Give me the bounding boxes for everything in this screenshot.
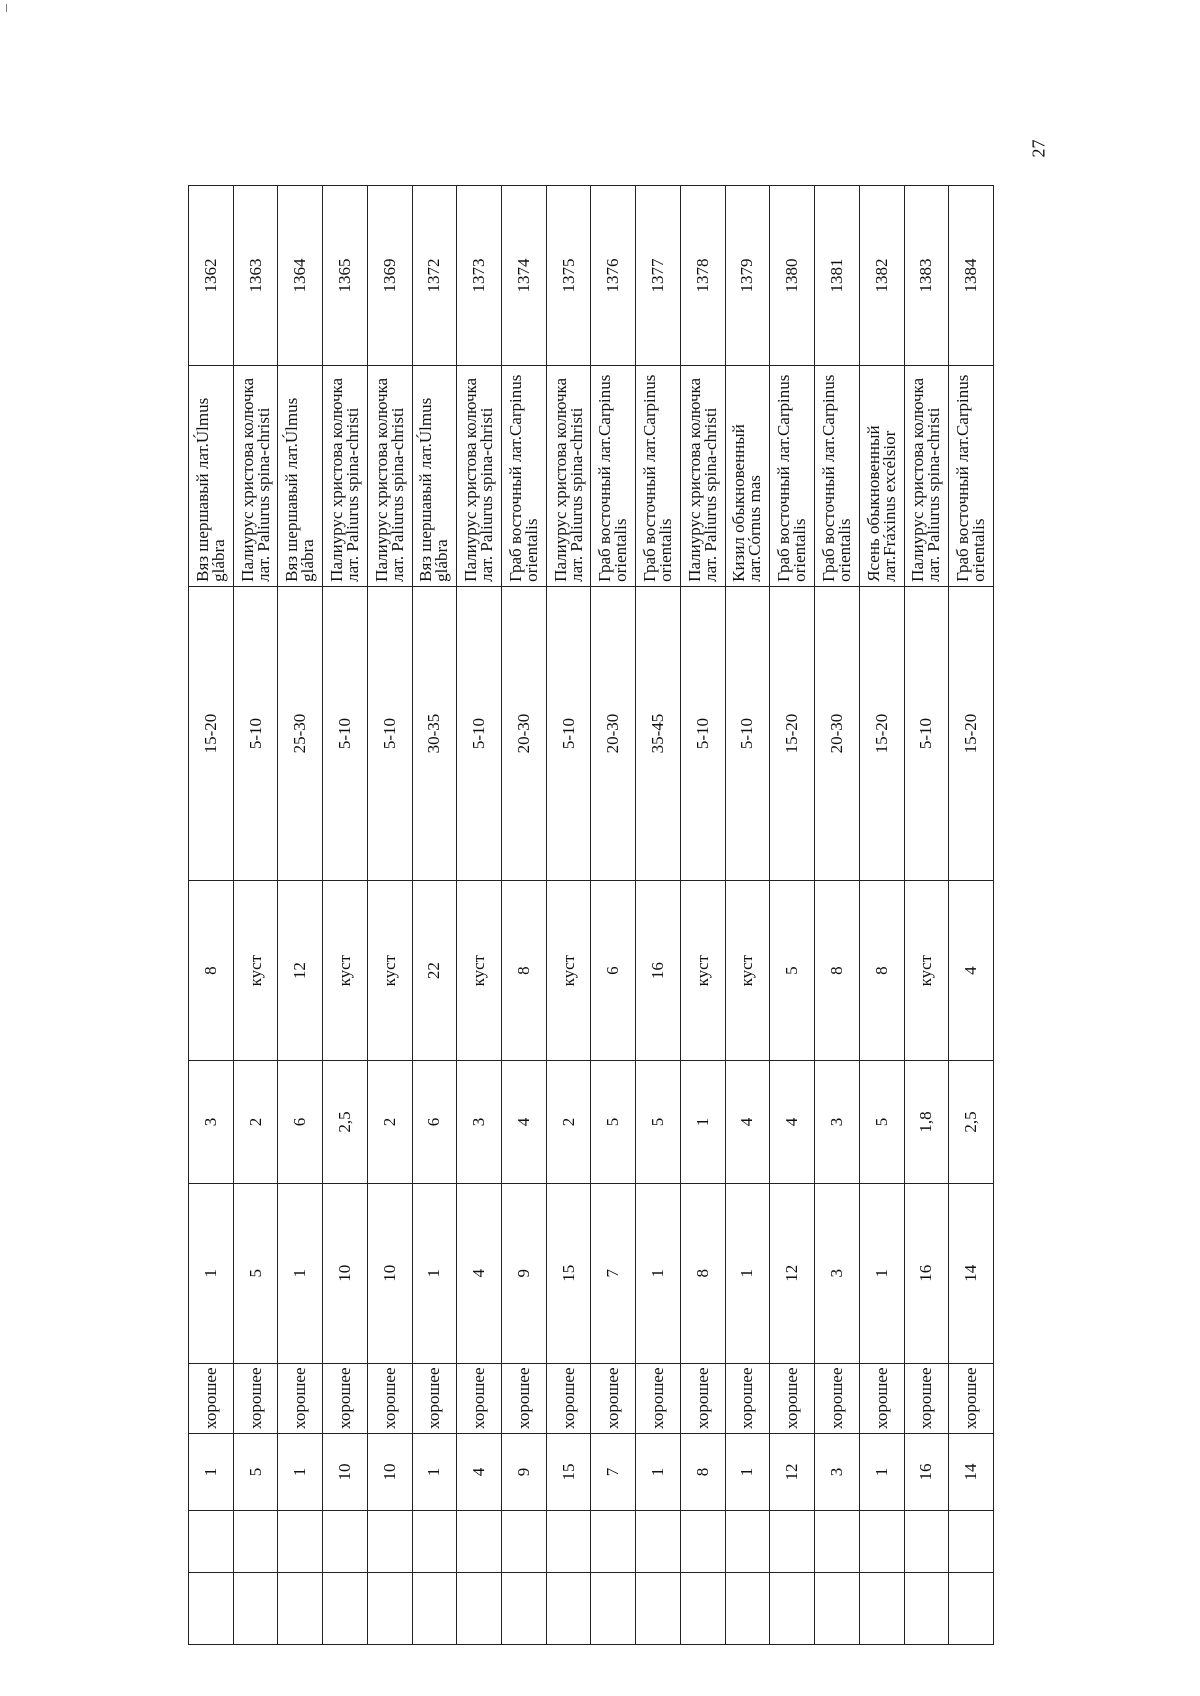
species-cell: Палиурус христова колючка лат. Paliurus spina-christi <box>680 366 725 587</box>
extra-cell-1 <box>233 1510 278 1572</box>
count-cell: 3 <box>815 1434 860 1511</box>
height-cell: куст <box>323 881 368 1061</box>
height-cell: куст <box>367 881 412 1061</box>
age-cell: 5-10 <box>457 586 502 880</box>
table-row <box>636 186 681 1645</box>
count-cell: 1 <box>278 1434 323 1511</box>
diameter-cell: 1,8 <box>904 1061 949 1184</box>
height-cell: куст <box>725 881 770 1061</box>
age-cell: 5-10 <box>546 586 591 880</box>
age-cell: 5-10 <box>323 586 368 880</box>
age-cell: 25-30 <box>278 586 323 880</box>
tree-number-cell: 1375 <box>546 186 591 366</box>
quantity-cell: 1 <box>278 1183 323 1363</box>
species-cell: Вяз шершавый лат.Úlmus glábra <box>189 366 234 587</box>
condition-cell: хорошее <box>904 1363 949 1433</box>
species-cell: Палиурус христова колючка лат. Paliurus spina-christi <box>904 366 949 587</box>
table-row <box>770 186 815 1645</box>
tree-number-cell: 1373 <box>457 186 502 366</box>
count-cell: 16 <box>904 1434 949 1511</box>
quantity-cell: 16 <box>904 1183 949 1363</box>
species-cell: Граб восточный лат.Carpinus orientalis <box>770 366 815 587</box>
diameter-cell: 2,5 <box>949 1061 994 1184</box>
height-cell: 5 <box>770 881 815 1061</box>
species-cell: Граб восточный лат.Carpinus orientalis <box>949 366 994 587</box>
species-cell: Граб восточный лат.Carpinus orientalis <box>636 366 681 587</box>
condition-cell: хорошее <box>770 1363 815 1433</box>
diameter-cell: 3 <box>815 1061 860 1184</box>
age-cell: 30-35 <box>412 586 457 880</box>
condition-cell: хорошее <box>680 1363 725 1433</box>
count-cell: 14 <box>949 1434 994 1511</box>
tree-number-cell: 1377 <box>636 186 681 366</box>
extra-cell-2 <box>904 1573 949 1645</box>
diameter-cell: 4 <box>502 1061 547 1184</box>
diameter-cell: 2,5 <box>323 1061 368 1184</box>
tree-number-cell: 1384 <box>949 186 994 366</box>
quantity-cell: 10 <box>367 1183 412 1363</box>
extra-cell-2 <box>189 1573 234 1645</box>
extra-cell-1 <box>725 1510 770 1572</box>
condition-cell: хорошее <box>859 1363 904 1433</box>
height-cell: 8 <box>815 881 860 1061</box>
count-cell: 1 <box>636 1434 681 1511</box>
table-row <box>949 186 994 1645</box>
height-cell: 4 <box>949 881 994 1061</box>
species-cell: Палиурус христова колючка лат. Paliurus spina-christi <box>367 366 412 587</box>
quantity-cell: 1 <box>859 1183 904 1363</box>
extra-cell-1 <box>636 1510 681 1572</box>
quantity-cell: 3 <box>815 1183 860 1363</box>
species-cell: Палиурус христова колючка лат. Paliurus spina-christi <box>323 366 368 587</box>
age-cell: 5-10 <box>367 586 412 880</box>
tree-number-cell: 1380 <box>770 186 815 366</box>
quantity-cell: 5 <box>233 1183 278 1363</box>
condition-cell: хорошее <box>233 1363 278 1433</box>
species-cell: Палиурус христова колючка лат. Paliurus spina-christi <box>546 366 591 587</box>
extra-cell-2 <box>502 1573 547 1645</box>
extra-cell-2 <box>412 1573 457 1645</box>
diameter-cell: 5 <box>636 1061 681 1184</box>
extra-cell-1 <box>367 1510 412 1572</box>
extra-cell-1 <box>680 1510 725 1572</box>
condition-cell: хорошее <box>636 1363 681 1433</box>
tree-number-cell: 1382 <box>859 186 904 366</box>
extra-cell-1 <box>457 1510 502 1572</box>
table-row <box>591 186 636 1645</box>
age-cell: 35-45 <box>636 586 681 880</box>
age-cell: 15-20 <box>859 586 904 880</box>
count-cell: 12 <box>770 1434 815 1511</box>
species-cell: Граб восточный лат.Carpinus orientalis <box>502 366 547 587</box>
quantity-cell: 9 <box>502 1183 547 1363</box>
tree-number-cell: 1362 <box>189 186 234 366</box>
table-row <box>278 186 323 1645</box>
extra-cell-1 <box>591 1510 636 1572</box>
table-row <box>233 186 278 1645</box>
species-cell: Кизил обыкновенный лат.Córnus mas <box>725 366 770 587</box>
age-cell: 5-10 <box>680 586 725 880</box>
quantity-cell: 1 <box>725 1183 770 1363</box>
height-cell: 8 <box>189 881 234 1061</box>
count-cell: 10 <box>367 1434 412 1511</box>
condition-cell: хорошее <box>949 1363 994 1433</box>
age-cell: 20-30 <box>502 586 547 880</box>
table-row <box>546 186 591 1645</box>
quantity-cell: 7 <box>591 1183 636 1363</box>
condition-cell: хорошее <box>725 1363 770 1433</box>
quantity-cell: 1 <box>636 1183 681 1363</box>
condition-cell: хорошее <box>457 1363 502 1433</box>
table-row <box>725 186 770 1645</box>
diameter-cell: 6 <box>412 1061 457 1184</box>
diameter-cell: 5 <box>859 1061 904 1184</box>
tree-number-cell: 1383 <box>904 186 949 366</box>
diameter-cell: 2 <box>233 1061 278 1184</box>
count-cell: 1 <box>412 1434 457 1511</box>
tree-number-cell: 1378 <box>680 186 725 366</box>
extra-cell-2 <box>278 1573 323 1645</box>
diameter-cell: 2 <box>367 1061 412 1184</box>
extra-cell-2 <box>546 1573 591 1645</box>
condition-cell: хорошее <box>189 1363 234 1433</box>
tree-number-cell: 1372 <box>412 186 457 366</box>
count-cell: 1 <box>859 1434 904 1511</box>
count-cell: 7 <box>591 1434 636 1511</box>
quantity-cell: 10 <box>323 1183 368 1363</box>
diameter-cell: 1 <box>680 1061 725 1184</box>
age-cell: 15-20 <box>949 586 994 880</box>
diameter-cell: 3 <box>457 1061 502 1184</box>
age-cell: 15-20 <box>770 586 815 880</box>
extra-cell-1 <box>904 1510 949 1572</box>
table-row <box>323 186 368 1645</box>
height-cell: 16 <box>636 881 681 1061</box>
extra-cell-2 <box>323 1573 368 1645</box>
extra-cell-2 <box>233 1573 278 1645</box>
condition-cell: хорошее <box>278 1363 323 1433</box>
page-number: 27 <box>1028 139 1049 158</box>
count-cell: 9 <box>502 1434 547 1511</box>
count-cell: 4 <box>457 1434 502 1511</box>
species-cell: Граб восточный лат.Carpinus orientalis <box>591 366 636 587</box>
extra-cell-2 <box>680 1573 725 1645</box>
count-cell: 15 <box>546 1434 591 1511</box>
table-row <box>904 186 949 1645</box>
condition-cell: хорошее <box>546 1363 591 1433</box>
count-cell: 8 <box>680 1434 725 1511</box>
species-cell: Вяз шершавый лат.Úlmus glábra <box>412 366 457 587</box>
diameter-cell: 4 <box>770 1061 815 1184</box>
extra-cell-1 <box>502 1510 547 1572</box>
extra-cell-1 <box>278 1510 323 1572</box>
tree-number-cell: 1376 <box>591 186 636 366</box>
count-cell: 1 <box>725 1434 770 1511</box>
age-cell: 20-30 <box>591 586 636 880</box>
condition-cell: хорошее <box>815 1363 860 1433</box>
quantity-cell: 1 <box>412 1183 457 1363</box>
extra-cell-1 <box>949 1510 994 1572</box>
diameter-cell: 5 <box>591 1061 636 1184</box>
table-row <box>367 186 412 1645</box>
species-cell: Граб восточный лат.Carpinus orientalis <box>815 366 860 587</box>
diameter-cell: 6 <box>278 1061 323 1184</box>
height-cell: 6 <box>591 881 636 1061</box>
scan-corner-mark <box>6 4 7 12</box>
quantity-cell: 1 <box>189 1183 234 1363</box>
species-cell: Палиурус христова колючка лат. Paliurus spina-christi <box>233 366 278 587</box>
table-row <box>502 186 547 1645</box>
height-cell: куст <box>233 881 278 1061</box>
tree-number-cell: 1381 <box>815 186 860 366</box>
tree-number-cell: 1379 <box>725 186 770 366</box>
extra-cell-1 <box>859 1510 904 1572</box>
table-row <box>412 186 457 1645</box>
count-cell: 1 <box>189 1434 234 1511</box>
diameter-cell: 2 <box>546 1061 591 1184</box>
extra-cell-2 <box>770 1573 815 1645</box>
table-row <box>189 186 234 1645</box>
age-cell: 20-30 <box>815 586 860 880</box>
species-cell: Вяз шершавый лат.Úlmus glábra <box>278 366 323 587</box>
extra-cell-1 <box>546 1510 591 1572</box>
extra-cell-2 <box>636 1573 681 1645</box>
extra-cell-2 <box>591 1573 636 1645</box>
condition-cell: хорошее <box>412 1363 457 1433</box>
tree-number-cell: 1374 <box>502 186 547 366</box>
extra-cell-2 <box>949 1573 994 1645</box>
extra-cell-2 <box>859 1573 904 1645</box>
count-cell: 5 <box>233 1434 278 1511</box>
extra-cell-1 <box>189 1510 234 1572</box>
extra-cell-2 <box>725 1573 770 1645</box>
table-row <box>815 186 860 1645</box>
tree-number-cell: 1363 <box>233 186 278 366</box>
species-cell: Ясень обыкновенный лат.Fráxinus excélsior <box>859 366 904 587</box>
quantity-cell: 12 <box>770 1183 815 1363</box>
tree-number-cell: 1369 <box>367 186 412 366</box>
extra-cell-1 <box>815 1510 860 1572</box>
extra-cell-2 <box>815 1573 860 1645</box>
height-cell: 12 <box>278 881 323 1061</box>
tree-number-cell: 1365 <box>323 186 368 366</box>
age-cell: 5-10 <box>233 586 278 880</box>
height-cell: куст <box>457 881 502 1061</box>
quantity-cell: 15 <box>546 1183 591 1363</box>
height-cell: 22 <box>412 881 457 1061</box>
count-cell: 10 <box>323 1434 368 1511</box>
species-cell: Палиурус христова колючка лат. Paliurus spina-christi <box>457 366 502 587</box>
extra-cell-1 <box>412 1510 457 1572</box>
extra-cell-1 <box>323 1510 368 1572</box>
condition-cell: хорошее <box>502 1363 547 1433</box>
quantity-cell: 8 <box>680 1183 725 1363</box>
condition-cell: хорошее <box>323 1363 368 1433</box>
condition-cell: хорошее <box>591 1363 636 1433</box>
table-row <box>457 186 502 1645</box>
diameter-cell: 4 <box>725 1061 770 1184</box>
extra-cell-1 <box>770 1510 815 1572</box>
table-row <box>680 186 725 1645</box>
tree-number-cell: 1364 <box>278 186 323 366</box>
quantity-cell: 4 <box>457 1183 502 1363</box>
age-cell: 15-20 <box>189 586 234 880</box>
height-cell: 8 <box>859 881 904 1061</box>
table-body <box>189 186 994 1645</box>
rotated-table-wrapper <box>188 185 994 1645</box>
diameter-cell: 3 <box>189 1061 234 1184</box>
height-cell: куст <box>680 881 725 1061</box>
age-cell: 5-10 <box>725 586 770 880</box>
height-cell: куст <box>546 881 591 1061</box>
extra-cell-2 <box>367 1573 412 1645</box>
condition-cell: хорошее <box>367 1363 412 1433</box>
extra-cell-2 <box>457 1573 502 1645</box>
height-cell: куст <box>904 881 949 1061</box>
quantity-cell: 14 <box>949 1183 994 1363</box>
table-row <box>859 186 904 1645</box>
tree-inventory-table <box>188 185 994 1645</box>
age-cell: 5-10 <box>904 586 949 880</box>
height-cell: 8 <box>502 881 547 1061</box>
